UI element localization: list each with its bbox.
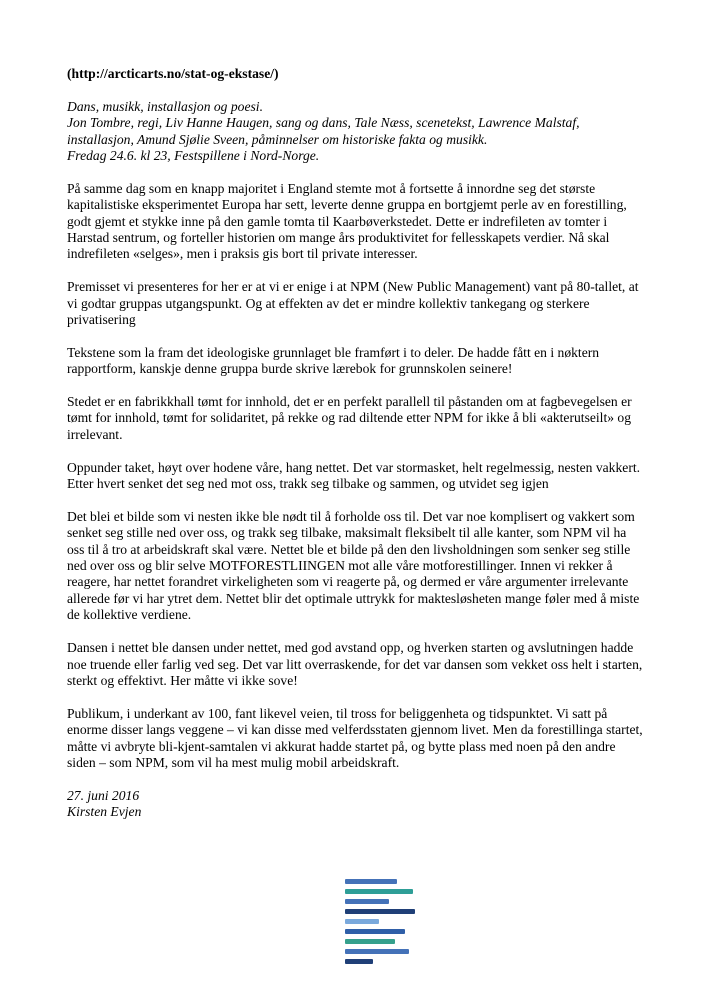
decorative-bar	[345, 959, 373, 964]
paragraph-1: På samme dag som en knapp majoritet i England stemte mot å fortsette å innordne seg det største kapitalistiske eksperimentet Europa har sett, leverte denne gruppa en bortgjemt perle av en forestilling, godt gjemt et stykke inne på den gamle tomta til Kaarbøverkstedet. Dette er indrefileten av tomter i Harstad sentrum, og forteller historien om mange års produktivitet for fellesskapets verdier. Nå skal indrefileten «selges», men i praksis gis bort til private interesser.	[67, 180, 627, 262]
paragraph-4: Stedet er en fabrikkhall tømt for innhold, det er en perfekt parallell til påstanden om at fagbevegelsen er tømt for innhold, tømt for solidaritet, på rekke og rad diltende etter NPM for ikke å bli «akterutseilt» og irrelevant.	[67, 394, 632, 442]
credits-block	[67, 99, 643, 165]
source-url[interactable]: (http://arcticarts.no/stat-og-ekstase/)	[67, 66, 279, 81]
decorative-bar	[345, 879, 397, 884]
paragraph-5: Oppunder taket, høyt over hodene våre, hang nettet. Det var stormasket, helt regelmessig, nesten vakkert. Etter hvert senket det seg ned mot oss, trakk seg tilbake og sammen, og utvidet seg igjen	[67, 459, 641, 492]
credit-line-artists: Jon Tombre, regi, Liv Hanne Haugen, sang og dans, Tale Næss, scenetekst, Lawrence Malstaf, installasjon, Amund Sjølie Sveen, påminnelser om historiske fakta og musikk.	[67, 115, 580, 147]
author-line: Kirsten Evjen	[67, 804, 142, 820]
paragraph-3: Tekstene som la fram det ideologiske grunnlaget ble framført i to deler. De hadde fått en i nøktern rapportform, kanskje denne gruppa burde skrive lærebok for grunnskolen seinere!	[67, 344, 600, 377]
signature-block	[67, 788, 643, 821]
decorative-bar	[345, 899, 389, 904]
decorative-bar	[345, 939, 395, 944]
decorative-bars	[345, 879, 425, 964]
decorative-bar	[345, 919, 379, 924]
paragraph-2: Premisset vi presenteres for her er at vi er enige i at NPM (New Public Management) vant på 80-tallet, at vi godtar gruppas utgangspunkt. Og at effekten av det er mindre kollektiv tankegang og sterkere privatisering	[67, 279, 639, 328]
paragraph-7: Dansen i nettet ble dansen under nettet, med god avstand opp, og hverken starten og avslutningen hadde noe truende eller farlig ved seg. Det var litt overraskende, for det var dansen som vekket oss helt i starten, sterkt og effektivt. Her måtte vi ikke sove!	[67, 640, 643, 688]
credit-line-date-venue: Fredag 24.6. kl 23, Festspillene i Nord-Norge.	[67, 148, 320, 164]
decorative-bar	[345, 949, 409, 954]
paragraph-6: Det blei et bilde som vi nesten ikke ble nødt til å forholde oss til. Det var noe komplisert og vakkert som senket seg stille ned over oss, og trakk seg tilbake, maksimalt fleksibelt til alle kanter, som NPM vil ha oss til å tro at arbeidskraft skal være. Nettet ble et bilde på den den livsholdningen som senker seg stille ned over oss og blir selve MOTFORESTLIINGEN mot alle våre motforestillinger. Innen vi rekker å reagere, har nettet forandret virkeligheten som vi reagerte på, og dermed er våre argumenter irrelevante allerede før vi har ytret dem. Nettet blir det optimale uttrykk for maktesløsheten mange føler med å miste de kollektive verdiene.	[67, 508, 640, 623]
date-line: 27. juni 2016	[67, 787, 140, 803]
decorative-bar	[345, 909, 415, 914]
credit-line-genres: Dans, musikk, installasjon og poesi.	[67, 98, 263, 114]
document-content	[67, 66, 643, 964]
paragraph-8: Publikum, i underkant av 100, fant likevel veien, til tross for beliggenheta og tidspunktet. Vi satt på enorme disser langs veggene – vi kan disse med velferdsstaten gjennom livet. Men da forestillinga startet, måtte vi avbryte bli-kjent-samtalen vi akkurat hadde startet på, og bytte plass med noen på den andre siden – som NPM, som vil ha mest mulig mobil arbeidskraft.	[67, 705, 643, 770]
decorative-bar	[345, 889, 413, 894]
decorative-bar	[345, 929, 405, 934]
